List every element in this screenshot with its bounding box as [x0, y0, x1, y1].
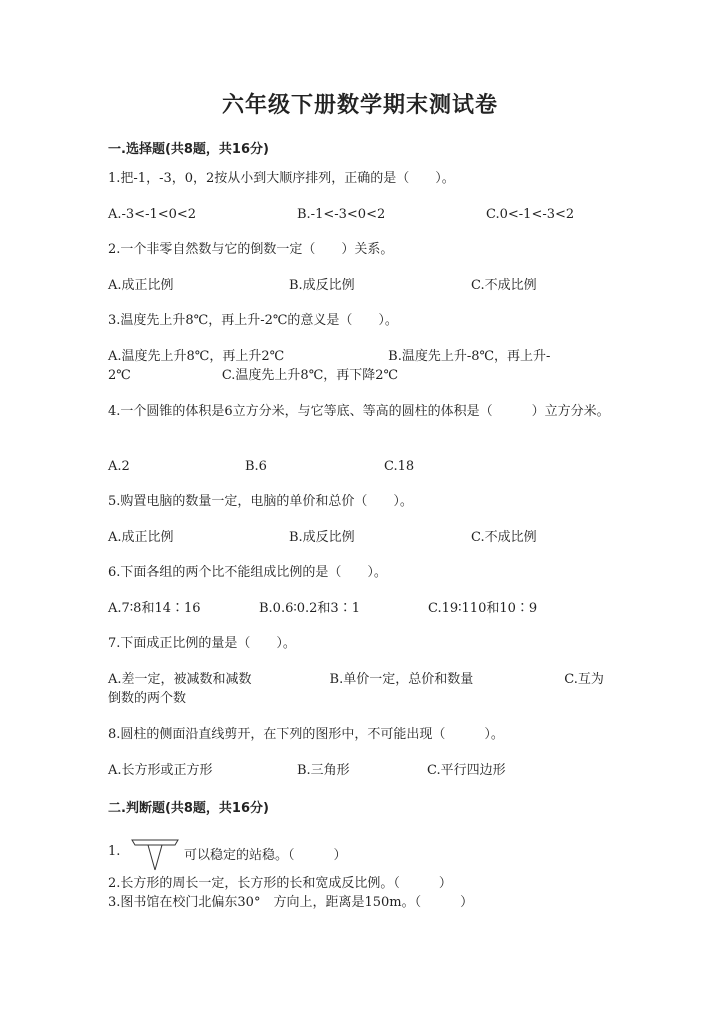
q1-option-b: B.-1<-3<0<2 — [297, 207, 386, 222]
judgement-q1-number: 1. — [108, 844, 121, 859]
q6-option-b: B.0.6∶0.2和3∶1 — [259, 601, 360, 616]
stool-figure-icon — [130, 836, 180, 876]
q1-option-c: C.0<-1<-3<2 — [486, 207, 575, 222]
q8-option-b: B.三角形 — [297, 763, 350, 778]
q4-option-a: A.2 — [108, 459, 130, 474]
question-1: 1.把-1，-3，0，2按从小到大顺序排列，正确的是（ ）。 — [108, 171, 455, 186]
q8-option-a: A.长方形或正方形 — [108, 763, 213, 778]
question-3: 3.温度先上升8℃，再上升-2℃的意义是（ ）。 — [108, 313, 398, 328]
question-8: 8.圆柱的侧面沿直线剪开，在下列的图形中，不可能出现（ ）。 — [108, 727, 504, 742]
question-5: 5.购置电脑的数量一定，电脑的单价和总价（ ）。 — [108, 494, 413, 509]
question-4: 4.一个圆锥的体积是6立方分米，与它等底、等高的圆柱的体积是（ ）立方分米。 — [108, 404, 610, 419]
q3-options-line-1: A.温度先上升8℃，再上升2℃ B.温度先上升-8℃，再上升- — [108, 349, 551, 364]
q5-option-a: A.成正比例 — [108, 530, 174, 545]
q4-option-b: B.6 — [245, 459, 267, 474]
q7-options-line-1: A.差一定，被减数和减数 B.单价一定，总价和数量 C.互为 — [108, 672, 604, 687]
q7-options-line-2: 倒数的两个数 — [108, 691, 187, 706]
question-6: 6.下面各组的两个比不能组成比例的是（ ）。 — [108, 565, 387, 580]
q1-option-a: A.-3<-1<0<2 — [108, 207, 197, 222]
judgement-q1-text: 可以稳定的站稳。（ ） — [184, 848, 347, 863]
q5-option-c: C.不成比例 — [471, 530, 537, 545]
section-heading-judgement: 二.判断题(共8题，共16分) — [108, 801, 269, 816]
judgement-question-3: 3.图书馆在校门北偏东30° 方向上，距离是150m。（ ） — [108, 895, 474, 910]
q2-option-a: A.成正比例 — [108, 278, 174, 293]
section-heading-choice: 一.选择题(共8题，共16分) — [108, 142, 269, 157]
q6-option-c: C.19∶110和10∶9 — [428, 601, 538, 616]
question-7: 7.下面成正比例的量是（ ）。 — [108, 636, 296, 651]
q8-option-c: C.平行四边形 — [427, 763, 506, 778]
q2-option-c: C.不成比例 — [471, 278, 537, 293]
q2-option-b: B.成反比例 — [289, 278, 355, 293]
q4-option-c: C.18 — [384, 459, 415, 474]
page-title: 六年级下册数学期末测试卷 — [221, 93, 498, 118]
q5-option-b: B.成反比例 — [289, 530, 355, 545]
question-2: 2.一个非零自然数与它的倒数一定（ ）关系。 — [108, 242, 394, 257]
q6-option-a: A.7∶8和14∶16 — [108, 601, 201, 616]
q3-options-line-2: 2℃ C.温度先上升8℃，再下降2℃ — [108, 368, 399, 383]
judgement-question-2: 2.长方形的周长一定，长方形的长和宽成反比例。（ ） — [108, 876, 452, 891]
